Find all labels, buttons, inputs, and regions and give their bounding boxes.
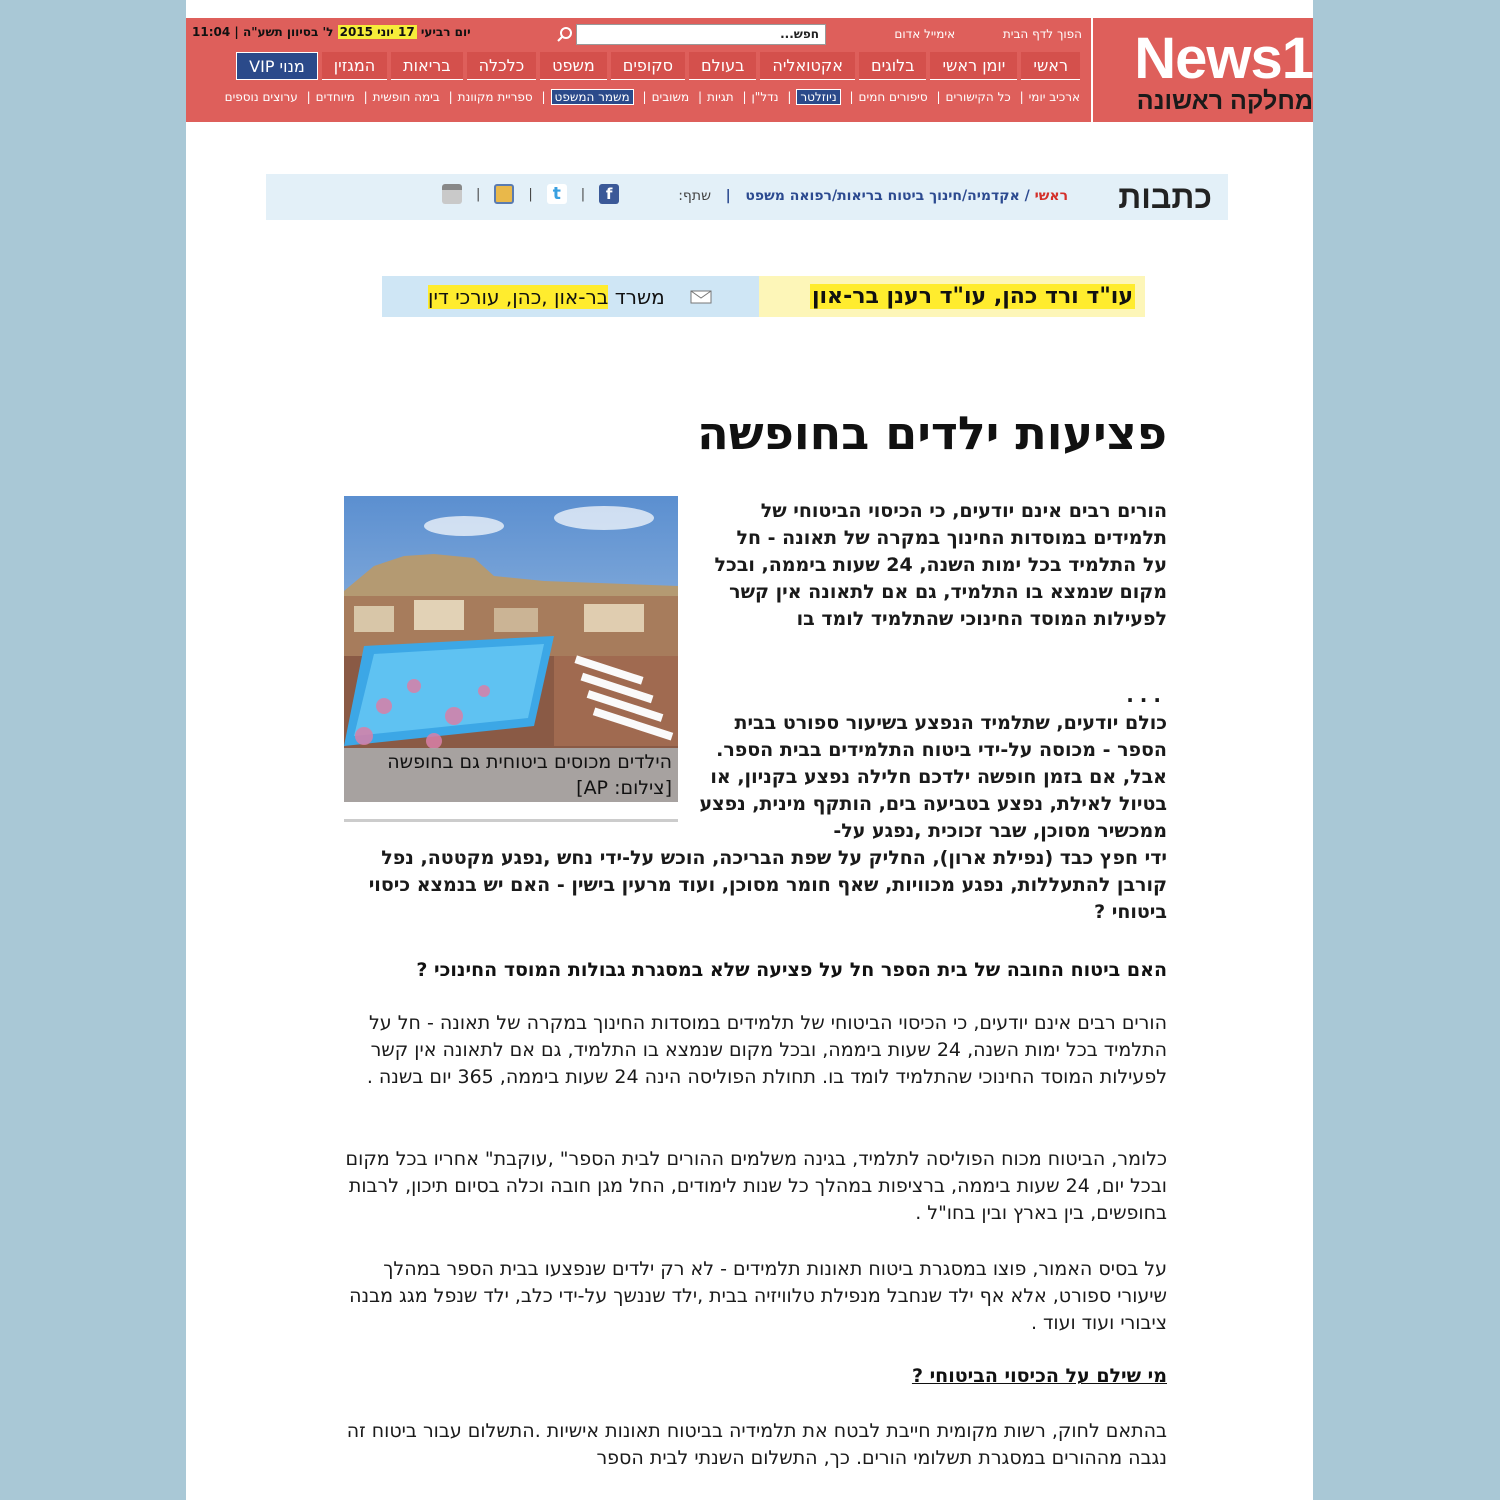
subnav-real-estate[interactable]: נדל"ן xyxy=(751,90,779,104)
nav-current-affairs[interactable]: אקטואליה xyxy=(760,52,855,80)
nav-scoops[interactable]: סקופים xyxy=(611,52,685,80)
nav-vip[interactable]: מנוי VIP xyxy=(236,52,318,80)
search-input[interactable]: חפש... xyxy=(576,24,826,45)
top-links xyxy=(850,27,1082,41)
subnav-tags[interactable]: תגיות xyxy=(706,90,734,104)
search-icon[interactable] xyxy=(556,26,574,44)
article-title: פציעות ילדים בחופשה xyxy=(697,406,1167,460)
nav-world[interactable]: בעולם xyxy=(689,52,756,80)
scanned-page xyxy=(186,0,1313,1500)
subnav-archive[interactable]: ארכיב יומי xyxy=(1028,90,1080,104)
author-bar xyxy=(382,276,1145,317)
share-icons: f | t | | xyxy=(442,184,619,204)
mail-icon[interactable] xyxy=(690,290,712,304)
article-lead: הורים רבים אינם יודעים, כי הכיסוי הביטוחי של תלמידים במוסדות החינוך במקרה של תאונה - חל על התלמיד בכל ימות השנה, 24 שעות ביממה, ובכל מקום שנמצא בו התלמיד, גם אם לתאונה אין קשר לפעילות המוסד החינוכי שהתלמיד לומד בו xyxy=(714,500,1167,630)
article-paragraph-5: על בסיס האמור, פוצו במסגרת ביטוח תאונות תלמידים - לא רק ילדים שנפצעו בבית הספר במהלך שיעורי ספורט, אלא אף ילד שנחבל מנפילת טלוויזיה בבית ,ילד שננשך על-ידי כלב, ילד שנפל מגג מבנה ציבורי ועוד ועוד . xyxy=(349,1258,1167,1334)
main-nav xyxy=(194,52,1080,82)
link-red-email[interactable]: אימייל אדום xyxy=(894,27,956,41)
article-paragraph-4: כלומר, הביטוח מכוח הפוליסה לתלמיד, בגינה משלמים ההורים לבית הספר" ,עוקבת" אחריו בכל מקום ובכל יום, 24 שעות ביממה, ברציפות במהלך כל שנות לימודים, החל מגן חובה וכלה בסיום תיכון, לרבות בחופשים, בין בארץ ובין בחו"ל . xyxy=(345,1148,1167,1224)
photo-divider xyxy=(344,819,678,822)
subnav-hot-stories[interactable]: סיפורים חמים xyxy=(858,90,928,104)
subnav-library[interactable]: ספריית מקוונת xyxy=(457,90,533,104)
article-paragraph-6: בהתאם לחוק, רשות מקומית חייבת לבטח את תלמידיה בביטוח תאונות אישיות .התשלום עבור ביטוח זה נגבה מההורים במסגרת תשלומי הורים. כך, התשלום השנתי לבית הספר xyxy=(346,1420,1167,1469)
date-hebrew: ל' בסיוון תשע"ה xyxy=(242,25,334,39)
subnav-free-stage[interactable]: בימה חופשית xyxy=(372,90,440,104)
firm-name: בר-און ,כהן, עורכי דין xyxy=(428,285,609,309)
article-paragraph-2a: כולם יודעים, שתלמיד הנפצע בשיעור ספורט בבית הספר - מכוסה על-ידי ביטוח התלמידים בבית הספר. אבל, אם בזמן חופשה ילדכם חלילה נפצע בקניון, או בטיול לאילת, נפצע בטביעה בים, הותקף מינית, נפצע ממכשיר מסוכן, שבר זכוכית ,נפגע על- xyxy=(699,712,1167,842)
date-gregorian: 17 יוני 2015 xyxy=(339,25,415,39)
logo-text: News1 xyxy=(1134,26,1313,91)
article-paragraph-3: הורים רבים אינם יודעים, כי הכיסוי הביטוחי של תלמידים במוסדות החינוך במקרה של תאונה - חל על התלמיד בכל ימות השנה, 24 שעות ביממה, ובכל מקום שנמצא בו התלמיד, גם אם לתאונה אין קשר לפעילות המוסד החינוכי שהתלמיד לומד בו. תחולת הפוליסה הינה 24 שעות ביממה, 365 יום בשנה . xyxy=(366,1012,1167,1088)
sub-nav: ארכיב יומי| כל הקישורים| סיפורים חמים| ניוזלטר| נדל"ן| תגיות| משובים| משמר המשפט| ספריית מקוונת| בימה חופשית| מיוחדים| ערוצים נוספים xyxy=(224,90,1080,104)
nav-magazine[interactable]: המגזין xyxy=(322,52,387,80)
facebook-icon[interactable]: f xyxy=(599,184,619,204)
firm-prefix: משרד xyxy=(614,285,665,309)
article-photo xyxy=(344,496,678,802)
subnav-all-links[interactable]: כל הקישורים xyxy=(945,90,1011,104)
breadcrumb-categories[interactable]: אקדמיה/חינוך ביטוח בריאות/רפואה משפט xyxy=(745,188,1020,204)
date-weekday: יום רביעי xyxy=(420,25,471,39)
header-top-row xyxy=(192,24,1082,46)
nav-law[interactable]: משפט xyxy=(540,52,607,80)
subnav-law-watch[interactable]: משמר המשפט xyxy=(551,89,634,105)
clock: 11:04 xyxy=(192,25,231,39)
section-title: כתבות xyxy=(1118,179,1212,215)
subnav-more-channels[interactable]: ערוצים נוספים xyxy=(224,90,298,104)
site-logo[interactable] xyxy=(1091,18,1313,122)
nav-home[interactable]: ראשי xyxy=(1021,52,1080,80)
twitter-icon[interactable]: t xyxy=(547,184,567,204)
nav-blogs[interactable]: בלוגים xyxy=(859,52,927,80)
nav-health[interactable]: בריאות xyxy=(391,52,462,80)
link-homepage[interactable]: הפוך לדף הבית xyxy=(1002,27,1082,41)
author-names[interactable]: עו"ד ורד כהן, עו"ד רענן בר-און xyxy=(811,284,1133,309)
date-bar: יום רביעי 17 יוני 2015 ל' בסיוון תשע"ה | 11:04 xyxy=(192,25,471,39)
breadcrumb-bar xyxy=(266,174,1228,220)
subnav-newsletter[interactable]: ניוזלטר xyxy=(796,89,840,105)
email-share-icon[interactable] xyxy=(494,184,514,204)
breadcrumb-home[interactable]: ראשי xyxy=(1034,188,1068,204)
subnav-specials[interactable]: מיוחדים xyxy=(315,90,355,104)
subheading-who-paid: מי שילם על הכיסוי הביטוחי ? xyxy=(911,1365,1167,1387)
nav-economy[interactable]: כלכלה xyxy=(467,52,537,80)
print-icon[interactable] xyxy=(442,184,462,204)
subnav-feedback[interactable]: משובים xyxy=(651,90,690,104)
breadcrumb: ראשי / אקדמיה/חינוך ביטוח בריאות/רפואה משפט | שתף: xyxy=(678,188,1068,204)
nav-daily[interactable]: יומן ראשי xyxy=(930,52,1017,80)
author-names-box xyxy=(759,276,1145,317)
logo-subtitle: מחלקה ראשונה xyxy=(1136,87,1313,115)
ellipsis: ... xyxy=(1126,683,1167,707)
site-header xyxy=(186,18,1313,122)
law-firm[interactable] xyxy=(428,284,665,310)
photo-caption: הילדים מכוסים ביטוחית גם בחופשה [צילום: AP] xyxy=(344,748,678,802)
article-paragraph-2b: ידי חפץ כבד (נפילת ארון), החליק על שפת הבריכה, הוכש על-ידי נחש ,נפגע מקטטה, נפל קורבן להתעללות, נפגע מכוויות, שאף חומר מסוכן, ועוד מרעין בישין - האם יש בנמצא כיסוי ביטוחי ? xyxy=(368,847,1167,923)
share-label: שתף: xyxy=(678,188,712,204)
subheading-school-insurance: האם ביטוח החובה של בית הספר חל על פציעה שלא במסגרת גבולות המוסד החינוכי ? xyxy=(416,959,1167,981)
